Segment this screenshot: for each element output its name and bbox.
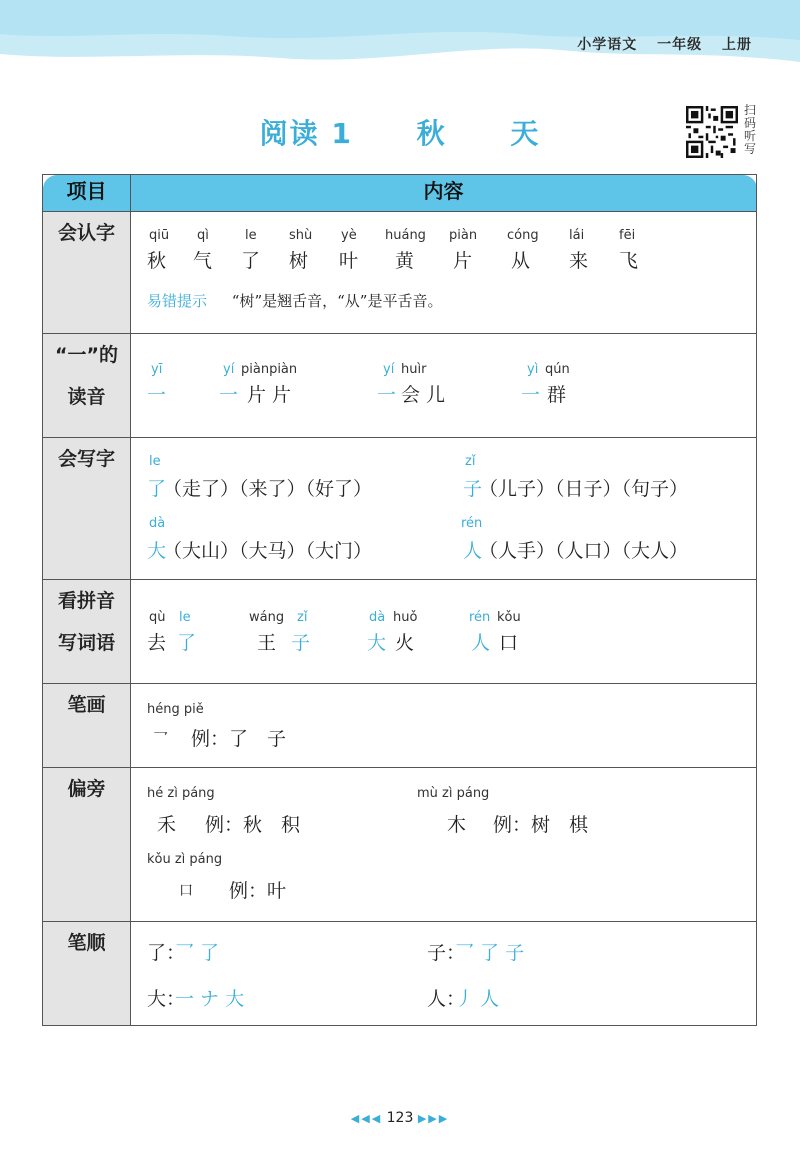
- radical-symbol: 禾: [157, 814, 177, 836]
- character: 了: [241, 250, 261, 272]
- character: 一: [219, 384, 239, 406]
- character: 从: [511, 250, 531, 272]
- title-char-2: 天: [510, 117, 541, 150]
- row-label-yi-pronunciation: [43, 334, 131, 438]
- write-content: [131, 438, 757, 580]
- title-char-1: 秋: [416, 117, 447, 150]
- table-row: [43, 334, 757, 438]
- row-label-stroke: 笔画: [43, 684, 131, 768]
- pinyin: qì: [197, 228, 209, 243]
- character: 一: [377, 384, 397, 406]
- book-header: [563, 34, 752, 54]
- character: 气: [193, 250, 213, 272]
- radical-example: 例：叶: [229, 880, 287, 902]
- pinyin: le: [149, 454, 161, 469]
- stroke-order-steps: 一 ナ 大: [175, 988, 245, 1010]
- row-label-line: “一”的: [55, 344, 118, 366]
- grade-label: 一年级: [657, 37, 703, 53]
- pinyin: yí: [223, 362, 235, 377]
- pinyin: qiū: [149, 228, 170, 243]
- pinyin: huǒ: [393, 610, 418, 625]
- table-row: [43, 438, 757, 580]
- word-list: （大山）（大马）（大门）: [163, 540, 373, 562]
- row-label-radical: 偏旁: [43, 768, 131, 922]
- pinyin: dà: [149, 516, 166, 531]
- word-list: （儿子）（日子）（句子）: [479, 478, 689, 500]
- row-label-pinyin-words: [43, 580, 131, 684]
- stroke-order-steps: 乛 了 子: [455, 942, 525, 964]
- character: 大: [367, 632, 387, 654]
- character: 树: [289, 250, 309, 272]
- radical-symbol: 口: [179, 883, 193, 899]
- word-list: （走了）（来了）（好了）: [163, 478, 373, 500]
- stroke-order-steps: 乛 了: [175, 942, 220, 964]
- character: 了: [177, 632, 197, 654]
- page-number: 123: [386, 1110, 414, 1126]
- character: 来: [569, 250, 589, 272]
- right-arrows-icon: ▶▶▶: [417, 1112, 450, 1125]
- stroke-order-content: [131, 922, 757, 1026]
- pinyin: rén: [469, 610, 491, 625]
- table-row: [43, 922, 757, 1026]
- pinyin: yí: [383, 362, 395, 377]
- character: 口: [499, 632, 519, 654]
- stroke-content: [131, 684, 757, 768]
- character: 王: [257, 632, 277, 654]
- character: 片: [453, 250, 473, 272]
- pinyin: huìr: [401, 362, 427, 377]
- yi-content: [131, 334, 757, 438]
- character: 群: [547, 384, 567, 406]
- stroke-order-char: 子：: [427, 942, 466, 964]
- lesson-title: [0, 112, 800, 152]
- pinyin: wáng: [249, 610, 285, 625]
- pinyin: cóng: [507, 228, 539, 243]
- stroke-order-char: 人：: [427, 988, 466, 1010]
- stroke-order-char: 了：: [147, 942, 186, 964]
- radical-symbol: 木: [447, 814, 467, 836]
- pinyin: hé zì páng: [147, 786, 215, 801]
- qr-code-icon[interactable]: [686, 106, 738, 158]
- pinyin: piànpiàn: [241, 362, 298, 377]
- pinyin: zǐ: [297, 610, 308, 625]
- pinyin: dà: [369, 610, 386, 625]
- lesson-number: 阅读 1: [259, 117, 353, 150]
- stroke-order-steps: 丿 人: [455, 988, 500, 1010]
- pinyin: rén: [461, 516, 483, 531]
- character: 叶: [339, 250, 359, 272]
- column-header-content: 内容: [131, 175, 757, 212]
- pinyin: mù zì páng: [417, 786, 490, 801]
- summary-table: [42, 174, 757, 1026]
- table-row: [43, 212, 757, 334]
- character: 子: [291, 632, 311, 654]
- pinyin: huáng: [385, 228, 426, 243]
- pinyin-words-content: [131, 580, 757, 684]
- radical-example: 例：秋 积: [205, 814, 301, 836]
- pinyin: le: [179, 610, 191, 625]
- character: 一: [521, 384, 541, 406]
- character: 人: [463, 540, 483, 562]
- radical-example: 例：树 棋: [493, 814, 589, 836]
- pinyin: kǒu zì páng: [147, 852, 223, 867]
- pinyin: zǐ: [465, 454, 476, 469]
- radical-content: [131, 768, 757, 922]
- character: 飞: [619, 250, 639, 272]
- error-tip-label: 易错提示: [147, 292, 208, 310]
- error-tip-text: “树”是翘舌音，“从”是平舌音。: [231, 292, 443, 310]
- row-label-stroke-order: 笔顺: [43, 922, 131, 1026]
- row-label-line: 读音: [67, 386, 106, 408]
- character: 火: [395, 632, 415, 654]
- character: 子: [463, 478, 483, 500]
- subject-label: 小学语文: [577, 37, 638, 53]
- pinyin: fēi: [619, 228, 636, 243]
- character: 会 儿: [401, 384, 446, 406]
- character: 大: [147, 540, 167, 562]
- row-label-recognize: 会认字: [43, 212, 131, 334]
- error-tip: [147, 290, 442, 311]
- table-row: [43, 768, 757, 922]
- character: 片 片: [247, 384, 292, 406]
- recognize-content: [131, 212, 757, 334]
- character: 去: [147, 632, 167, 654]
- row-label-write: 会写字: [43, 438, 131, 580]
- character: 人: [471, 632, 491, 654]
- pinyin: yè: [341, 228, 357, 243]
- pinyin: piàn: [449, 228, 478, 243]
- left-arrows-icon: ◀◀◀: [350, 1112, 383, 1125]
- stroke-order-char: 大：: [147, 988, 186, 1010]
- pinyin: qún: [545, 362, 570, 377]
- pinyin: yì: [527, 362, 539, 377]
- row-label-line: 写词语: [57, 632, 115, 654]
- stroke-symbol: 乛: [153, 730, 169, 748]
- character: 秋: [147, 250, 167, 272]
- word-list: （人手）（人口）（大人）: [479, 540, 689, 562]
- pinyin: kǒu: [497, 610, 521, 625]
- column-header-item: 项目: [43, 175, 131, 212]
- character: 黄: [395, 250, 415, 272]
- pinyin: le: [245, 228, 257, 243]
- pinyin: qù: [149, 610, 166, 625]
- volume-label: 上册: [722, 37, 752, 53]
- pinyin: yī: [151, 362, 163, 377]
- table-row: [43, 580, 757, 684]
- page-footer: [0, 1110, 800, 1126]
- character: 了: [147, 478, 167, 500]
- row-label-line: 看拼音: [57, 590, 115, 612]
- stroke-example: 例：了 子: [191, 728, 287, 750]
- scan-to-dictate-label: 扫码听写: [744, 103, 757, 156]
- pinyin: héng piě: [147, 702, 204, 717]
- character: 一: [147, 384, 167, 406]
- pinyin: shù: [289, 228, 313, 243]
- pinyin: lái: [569, 228, 585, 243]
- table-row: [43, 684, 757, 768]
